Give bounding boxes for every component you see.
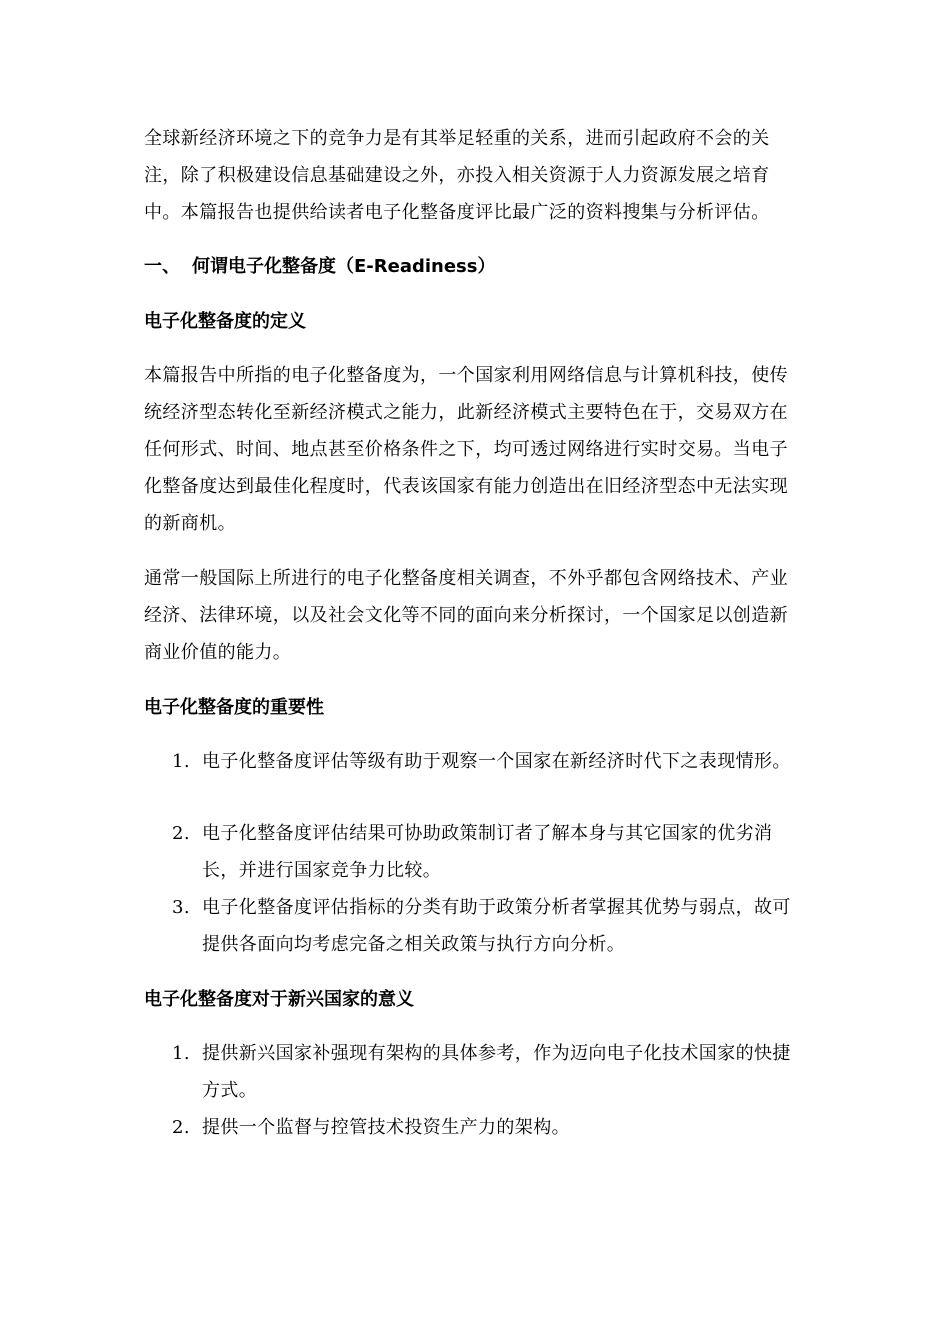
importance-heading: 电子化整备度的重要性 [144, 697, 324, 718]
list-item-text: 电子化整备度评估等级有助于观察一个国家在新经济时代下之表现情形。 [202, 751, 791, 772]
emerging-heading: 电子化整备度对于新兴国家的意义 [144, 989, 414, 1010]
list-marker: 1. [172, 751, 190, 772]
importance-list [144, 743, 804, 963]
list-marker: 3. [172, 897, 190, 918]
list-item [144, 1109, 804, 1146]
definition-paragraph-1: 本篇报告中所指的电子化整备度为，一个国家利用网络信息与计算机科技，使传统经济型态转化至新经济模式之能力，此新经济模式主要特色在于，交易双方在任何形式、时间、地点甚至价格条件之下，均可透过网络进行实时交易。当电子化整备度达到最佳化程度时，代表该国家有能力创造出在旧经济型态中无法实现的新商机。 [144, 365, 788, 534]
intro-paragraph: 全球新经济环境之下的竞争力是有其举足轻重的关系，进而引起政府不会的关注，除了积极建设信息基础建设之外，亦投入相关资源于人力资源发展之培育中。本篇报告也提供给读者电子化整备度评比最广泛的资料搜集与分析评估。 [144, 128, 770, 223]
list-item [144, 1035, 804, 1109]
list-item-text: 提供一个监督与控管技术投资生产力的架构。 [202, 1117, 570, 1138]
section-1-number: 一、 [144, 256, 180, 277]
list-item [144, 889, 804, 963]
list-marker: 2. [172, 823, 190, 844]
definition-paragraph-2: 通常一般国际上所进行的电子化整备度相关调查，不外乎都包含网络技术、产业经济、法律环境，以及社会文化等不同的面向来分析探讨，一个国家足以创造新商业价值的能力。 [144, 568, 788, 663]
section-1-heading [144, 248, 804, 285]
list-item-text: 电子化整备度评估结果可协助政策制订者了解本身与其它国家的优劣消长，并进行国家竞争力比较。 [202, 823, 773, 881]
definition-heading: 电子化整备度的定义 [144, 311, 306, 332]
list-item [144, 815, 804, 889]
emerging-list [144, 1035, 804, 1146]
document-page [144, 116, 804, 1146]
list-marker: 1. [172, 1043, 190, 1064]
list-item-text: 电子化整备度评估指标的分类有助于政策分析者掌握其优势与弱点，故可提供各面向均考虑完备之相关政策与执行方向分析。 [202, 897, 791, 955]
section-1-title: 何谓电子化整备度（E-Readiness） [192, 256, 496, 277]
list-item-text: 提供新兴国家补强现有架构的具体参考，作为迈向电子化技术国家的快捷方式。 [202, 1043, 791, 1101]
list-item [144, 743, 804, 780]
list-marker: 2. [172, 1117, 190, 1138]
